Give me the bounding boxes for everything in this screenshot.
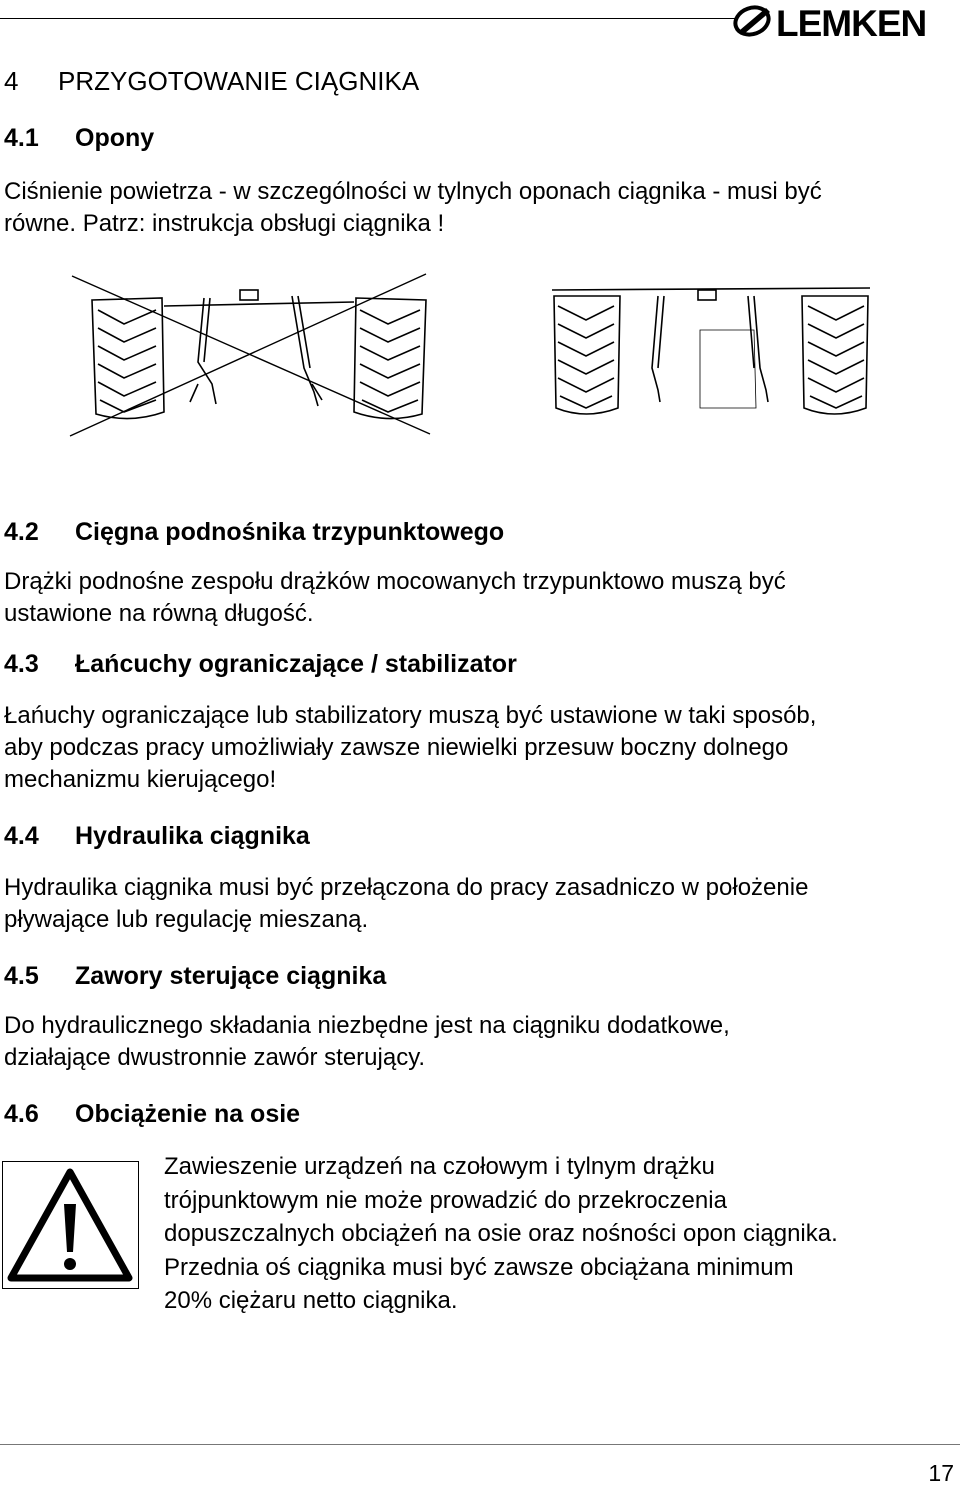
- warning-text: [164, 1150, 954, 1318]
- text-line: trójpunktowym nie może prowadzić do przekroczenia: [164, 1186, 727, 1214]
- section-heading: [4, 822, 310, 851]
- section-heading: [4, 962, 386, 991]
- section-number: 4.3: [4, 650, 39, 678]
- section-number: 4.6: [4, 1100, 39, 1128]
- text-line: mechanizmu kierującego!: [4, 766, 277, 793]
- chapter-title: [4, 66, 419, 97]
- section-number: 4.1: [4, 124, 39, 152]
- text-line: Łańuchy ograniczające lub stabilizatory muszą być ustawione w taki sposób,: [4, 702, 817, 729]
- text-line: Hydraulika ciągnika musi być przełączona do pracy zasadniczo w położenie: [4, 874, 809, 901]
- text-line: Zawieszenie urządzeń na czołowym i tylnym drążku: [164, 1153, 715, 1180]
- section-number: 4.4: [4, 822, 39, 850]
- section-heading: [4, 124, 154, 153]
- text-line: 20% ciężaru netto ciągnika.: [164, 1287, 458, 1314]
- section-body: [4, 566, 954, 630]
- section-body: [4, 872, 954, 936]
- section-title: Cięgna podnośnika trzypunktowego: [75, 518, 505, 546]
- section-title: Obciążenie na osie: [75, 1100, 301, 1128]
- section-body: [4, 176, 954, 240]
- figure-wrong-links: [64, 272, 436, 442]
- section-body: [4, 700, 954, 796]
- text-line: dopuszczalnych obciążeń na osie oraz nośności opon ciągnika.: [164, 1220, 838, 1247]
- footer-rule: [0, 1444, 960, 1445]
- text-line: Drążki podnośne zespołu drążków mocowanych trzypunktowo muszą być: [4, 568, 786, 595]
- section-title: Zawory sterujące ciągnika: [75, 962, 387, 990]
- text-line: Przednia oś ciągnika musi być zawsze obciążana minimum: [164, 1253, 794, 1281]
- text-line: Do hydraulicznego składania niezbędne jest na ciągniku dodatkowe,: [4, 1012, 730, 1039]
- text-line: aby podczas pracy umożliwiały zawsze niewielki przesuw boczny dolnego: [4, 734, 789, 761]
- section-heading: [4, 518, 504, 547]
- section-title: Łańcuchy ograniczające / stabilizator: [75, 650, 517, 678]
- section-title: Hydraulika ciągnika: [75, 822, 310, 850]
- text-line: Ciśnienie powietrza - w szczególności w tylnych oponach ciągnika - musi być: [4, 178, 822, 205]
- section-number: 4.2: [4, 518, 39, 546]
- text-line: równe. Patrz: instrukcja obsługi ciągnika !: [4, 210, 445, 237]
- lemken-logo: [732, 0, 954, 42]
- text-line: pływające lub regulację mieszaną.: [4, 906, 369, 933]
- section-heading: [4, 650, 517, 679]
- brand-text: LEMKEN: [776, 3, 927, 42]
- text-line: działające dwustronnie zawór sterujący.: [4, 1044, 426, 1071]
- section-heading: [4, 1100, 300, 1129]
- section-body: [4, 1010, 954, 1074]
- page-number: 17: [928, 1460, 954, 1486]
- warning-triangle-icon: [3, 1162, 137, 1287]
- section-number: 4.5: [4, 962, 39, 990]
- section-title: Opony: [75, 124, 155, 152]
- warning-box: [2, 1161, 139, 1289]
- chapter-title-text: PRZYGOTOWANIE CIĄGNIKA: [58, 66, 420, 96]
- header-rule: [0, 18, 735, 19]
- figure-correct-links: [548, 272, 874, 422]
- text-line: ustawione na równą długość.: [4, 600, 314, 627]
- chapter-number: 4: [4, 66, 19, 96]
